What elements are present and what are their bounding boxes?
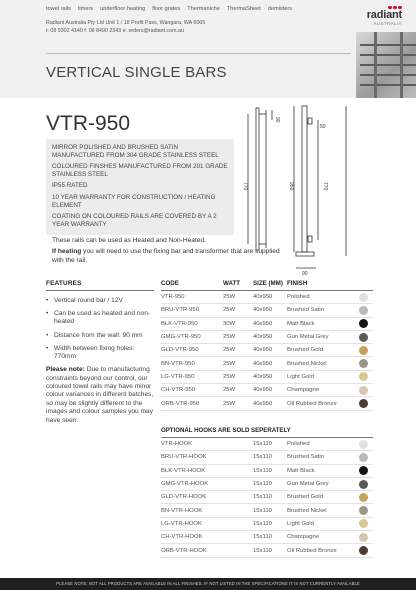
product-code: BRU-VTR-950 — [161, 307, 199, 314]
dim-label-770-left: 770 — [242, 182, 248, 191]
hooks-table — [161, 427, 373, 558]
hook-code: BN-VTR-HOOK — [161, 507, 203, 514]
bracket-top — [308, 118, 312, 124]
nav-link[interactable]: floor grates — [152, 6, 181, 12]
table-row — [161, 304, 373, 317]
bar-front-view — [302, 106, 307, 252]
product-code: VTR-950 — [161, 294, 185, 301]
product-watt: 25W — [223, 360, 236, 367]
hook-code: GLD-VTR-HOOK — [161, 494, 207, 501]
hook-code: VTR-HOOK — [161, 441, 193, 448]
hook-finish: Matt Black — [287, 467, 315, 474]
table-row — [161, 291, 373, 304]
product-size: 40x950 — [253, 307, 273, 314]
product-code: GLD-VTR-950 — [161, 347, 199, 354]
product-watt: 30W — [223, 320, 236, 327]
table-row — [161, 344, 373, 357]
company-contact: t: 08 9302 4140 f: 08 8490 2343 e: orders@radiant.com.au — [46, 28, 184, 34]
table-row — [161, 438, 373, 451]
finish-swatch — [359, 453, 368, 462]
product-finish: Polished — [287, 294, 310, 301]
page-title: VERTICAL SINGLE BARS — [46, 64, 227, 81]
hook-code: ORB-VTR-HOOK — [161, 547, 207, 554]
product-finish: Gun Metal Grey — [287, 334, 329, 341]
finish-swatch — [359, 359, 368, 368]
hook-finish: Polished — [287, 441, 310, 448]
hook-size: 15x110 — [253, 520, 272, 527]
table-row — [161, 531, 373, 544]
dim-label-50: 50 — [320, 124, 326, 130]
usage-text: These rails can be used as Heated and Non-Heated. — [52, 237, 206, 244]
product-finish: Oil Rubbed Bronze — [287, 400, 337, 407]
brand-logo — [367, 6, 402, 26]
product-size: 40x950 — [253, 373, 273, 380]
product-table — [161, 280, 373, 411]
product-finish: Light Gold — [287, 373, 314, 380]
hook-finish: Light Gold — [287, 520, 314, 527]
product-size: 40x950 — [253, 320, 273, 327]
product-watt: 25W — [223, 347, 236, 354]
fixing-bar — [296, 252, 314, 256]
finish-swatch — [359, 533, 368, 542]
nav-link[interactable]: underfloor heating — [100, 6, 146, 12]
finish-swatch — [359, 333, 368, 342]
product-finish: Matt Black — [287, 320, 315, 327]
finish-swatch — [359, 519, 368, 528]
hook-size: 15x110 — [253, 547, 272, 554]
table-row — [161, 451, 373, 464]
table-header — [161, 280, 373, 291]
hooks-heading: OPTIONAL HOOKS ARE SOLD SEPERATELY — [161, 427, 373, 438]
hook-code: LG-VTR-HOOK — [161, 520, 202, 527]
finish-swatch — [359, 480, 368, 489]
spec-line: MIRROR POLISHED AND BRUSHED SATIN MANUFACTURED FROM 304 GRADE STAINLESS STEEL — [52, 144, 219, 159]
table-row — [161, 318, 373, 331]
col-header-finish: FINISH — [287, 280, 308, 287]
hook-rows — [161, 438, 373, 558]
finish-swatch — [359, 466, 368, 475]
product-size: 40x950 — [253, 334, 273, 341]
spec-line: IP55 RATED — [52, 182, 88, 190]
product-code: BN-VTR-950 — [161, 360, 195, 367]
product-finish: Brushed Nickel — [287, 360, 327, 367]
hook-finish: Oil Rubbed Bronze — [287, 547, 337, 554]
header-band — [0, 0, 416, 98]
finish-swatch — [359, 293, 368, 302]
nav-link[interactable]: timers — [77, 6, 94, 12]
nav-link[interactable]: demisters — [267, 6, 292, 12]
table-row — [161, 478, 373, 491]
nav-link[interactable]: Thermaniche — [187, 6, 220, 12]
table-row — [161, 357, 373, 370]
product-watt: 25W — [223, 387, 236, 394]
hook-finish: Brushed Gold — [287, 494, 324, 501]
product-finish: Champagne — [287, 387, 320, 394]
dimension-diagram — [236, 100, 356, 278]
features-heading: FEATURES — [46, 280, 154, 291]
hook-finish: Gun Metal Grey — [287, 481, 329, 488]
finish-swatch — [359, 506, 368, 515]
features-list — [46, 297, 154, 361]
product-watt: 25W — [223, 307, 236, 314]
table-row — [161, 397, 373, 410]
product-rows — [161, 291, 373, 411]
nav-link[interactable]: towel rails — [46, 6, 71, 12]
hook-code: GMG-VTR-HOOK — [161, 481, 209, 488]
col-header-size: SIZE (MM) — [253, 280, 283, 287]
product-finish: Brushed Satin — [287, 307, 325, 314]
product-photo — [356, 32, 416, 98]
product-watt: 25W — [223, 373, 236, 380]
table-row — [161, 504, 373, 517]
hook-code: BLK-VTR-HOOK — [161, 467, 206, 474]
table-row — [161, 331, 373, 344]
spec-line: COLOURED FINSHES MANUFACTURED FROM 201 GRADE STAINLESS STEEL — [52, 163, 228, 178]
finish-swatch — [359, 440, 368, 449]
product-code: BLK-VTR-950 — [161, 320, 198, 327]
table-row — [161, 371, 373, 384]
heating-note-bold: If heating — [52, 248, 82, 255]
hook-size: 15x110 — [253, 441, 272, 448]
hook-code: CH-VTR-HOOK — [161, 534, 203, 541]
finish-swatch — [359, 386, 368, 395]
dim-label-950: 950 — [288, 182, 294, 191]
hook-finish: Champagne — [287, 534, 320, 541]
logo-wordmark: radiant — [366, 9, 402, 21]
product-size: 40x950 — [253, 294, 273, 301]
product-size: 40x950 — [253, 400, 273, 407]
note-text: Due to manufacturing constraints beyond our control, our coloured towel rails may have minor colour variances in different batches, so may be slightly different to the images and colour samples you may have seen. — [46, 366, 154, 424]
table-row — [161, 384, 373, 397]
finish-swatch — [359, 319, 368, 328]
spec-line: COATING ON COLOURED RAILS ARE COVERED BY A 2 YEAR WARRANTY — [52, 213, 217, 228]
hook-size: 15x110 — [253, 467, 272, 474]
feature-item: • Can be used as heated and non-heated — [46, 310, 154, 326]
finish-swatch — [359, 346, 368, 355]
table-row — [161, 465, 373, 478]
note-label: Please note: — [46, 366, 85, 374]
product-size: 40x950 — [253, 387, 273, 394]
dim-label-top: 90 — [274, 117, 280, 123]
finish-swatch — [359, 306, 368, 315]
feature-item: • Distance from the wall: 90 mm — [46, 332, 154, 340]
footer-disclaimer: PLEASE NOTE: NOT ALL PRODUCTS ARE AVAILABLE IN ALL FINISHES. IF NOT LISTED IN THE SPECIFICATIONS IT IS NOT CURRENTLY AVAILABLE — [0, 578, 416, 590]
product-size: 40x950 — [253, 347, 273, 354]
bar-side-view — [256, 108, 259, 250]
bracket-bottom — [308, 236, 312, 242]
spec-line: 10 YEAR WARRANTY FOR CONSTRUCTION / HEATING ELEMENT — [52, 193, 216, 209]
hook-size: 15x110 — [253, 507, 272, 514]
hook-size: 15x110 — [253, 454, 272, 461]
product-code: LG-VTR-950 — [161, 373, 195, 380]
product-code: GMG-VTR-950 — [161, 334, 201, 341]
product-watt: 25W — [223, 400, 236, 407]
product-size: 40x950 — [253, 360, 273, 367]
hook-size: 15x110 — [253, 494, 272, 501]
hook-size: 15x110 — [253, 534, 272, 541]
product-code: ORB-VTR-950 — [161, 400, 200, 407]
feature-item: • Vertical round bar / 12V — [46, 297, 154, 305]
finish-swatch — [359, 493, 368, 502]
header-divider — [46, 53, 351, 54]
hook-code: BRU-VTR-HOOK — [161, 454, 207, 461]
company-address: Radiant Australia Pty Ltd Unit 1 / 18 Profit Pass, Wangara, WA 6065 — [46, 20, 206, 26]
heating-note-text: you will need to use the fixing bar and transformer that are supplied with the rail. — [52, 248, 280, 264]
dim-label-770-right: 770 — [322, 182, 328, 191]
model-number: VTR-950 — [46, 112, 131, 135]
product-finish: Brushed Gold — [287, 347, 324, 354]
manufacturing-note — [46, 366, 154, 425]
col-header-code: CODE — [161, 280, 179, 287]
product-code: CH-VTR-950 — [161, 387, 196, 394]
hook-size: 15x110 — [253, 481, 272, 488]
features-section — [46, 280, 154, 425]
feature-item: • Width between fixing holes: 770mm — [46, 345, 154, 361]
dim-label-bottom: 90 — [302, 271, 308, 277]
hook-finish: Brushed Satin — [287, 454, 325, 461]
finish-swatch — [359, 399, 368, 408]
col-header-watt: WATT — [223, 280, 241, 287]
product-watt: 25W — [223, 334, 236, 341]
finish-swatch — [359, 546, 368, 555]
table-row — [161, 491, 373, 504]
table-row — [161, 518, 373, 531]
company-address-block — [46, 19, 205, 35]
logo-subtitle: AUSTRALIA — [373, 21, 402, 26]
top-nav — [46, 6, 292, 12]
hook-finish: Brushed Nickel — [287, 507, 327, 514]
product-watt: 25W — [223, 294, 236, 301]
finish-swatch — [359, 372, 368, 381]
spec-box — [46, 139, 234, 235]
table-row — [161, 544, 373, 557]
nav-link[interactable]: ThermaSheet — [226, 6, 261, 12]
